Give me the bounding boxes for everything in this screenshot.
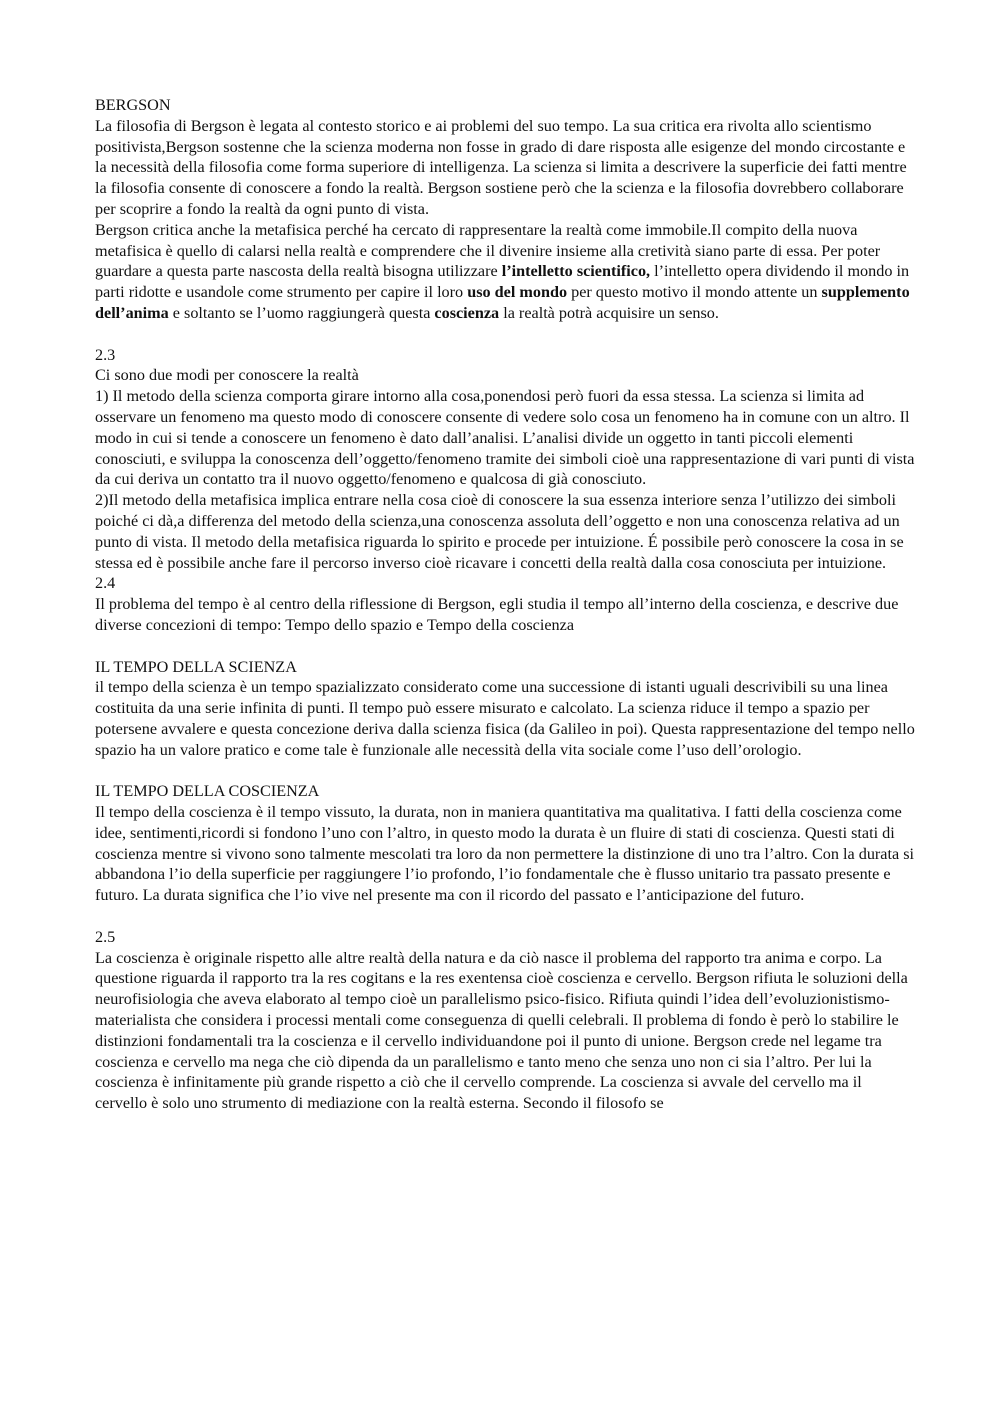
spacer (95, 636, 915, 657)
intro-paragraph-1: La filosofia di Bergson è legata al contesto storico e ai problemi del suo tempo. La sua critica era rivolta allo scientismo positivista,Bergson sostenne che la scienza moderna non fosse in grado di dare risposta alle esigenze del mondo circostante e la necessità della filosofia come forma superiore di intelligenza. La scienza si limita a descrivere la superficie dei fatti mentre la filosofia consente di conoscere a fondo la realtà. Bergson sostiene però che la scienza e la filosofia dovrebbero collaborare per scoprire a fondo la realtà da ogni punto di vista. (95, 116, 907, 218)
text-run: l’intelletto opera dividendo il mondo in parti ridotte e usandole come strumento per capire il loro (95, 262, 910, 302)
heading-tempo-scienza: IL TEMPO DELLA SCIENZA (95, 657, 297, 676)
text-run: Bergson critica anche la metafisica perché ha cercato di rappresentare la realtà come immobile.Il compito della nuova metafisica è quello di calarsi nella realtà e comprendere che il divenire insieme alla cretività siano parte di essa. Per poter guardare a questa parte nascosta della realtà bisogna utilizzare (95, 220, 881, 281)
text-run: e soltanto se l’uomo raggiungerà questa (168, 303, 435, 322)
section-2-3-paragraph-2: 2)Il metodo della metafisica implica entrare nella cosa cioè di conoscere la sua essenza interiore senza l’utilizzo dei simboli poiché ci dà,a differenza del metodo della scienza,una conoscenza assoluta dell’oggetto e non una conoscenza relativa ad un punto di vista. Il metodo della metafisica riguarda lo spirito e procede per intuizione. É possibile però conoscere la cosa in se stessa ed è possibile anche fare il percorso inverso cioè ricavare i concetti della realtà dalla cosa conosciuta per intuizione. (95, 491, 904, 572)
section-heading-2-3: 2.3 (95, 345, 116, 364)
bold-term-coscienza: coscienza (434, 303, 500, 322)
document-page (95, 95, 915, 1114)
bold-term-uso-del-mondo: uso del mondo (467, 283, 568, 302)
bold-term-intelletto: l’intelletto scientifico, (501, 262, 651, 281)
section-heading-2-5: 2.5 (95, 927, 116, 946)
heading-tempo-coscienza: IL TEMPO DELLA COSCIENZA (95, 782, 320, 801)
document-title: BERGSON (95, 96, 171, 114)
text-run: per questo motivo il mondo attente un (567, 283, 822, 302)
bold-term-supplemento: supplemento dell’anima (95, 283, 910, 322)
section-2-5-paragraph: La coscienza è originale rispetto alle altre realtà della natura e da ciò nasce il problema del rapporto tra anima e corpo. La questione riguarda il rapporto tra la res cogitans e la res exentensa cioè coscienza e cervello. Bergson rifiuta le soluzioni della neurofisiologia che aveva elaborato al tempo cioè un parallelismo psico-fisico. Rifiuta quindi l’idea dell’evoluzionistismo-materialista che considera i processi mentali come conseguenza di quelli celebrali. Il problema di fondo è però lo stabilire le distinzioni fondamentali tra la coscienza e il cervello individuandone poi il punto di unione. Bergson crede nel legame tra coscienza e cervello ma nega che ciò dipenda da un parallelismo e tanto meno che senza uno non ci sia l’altro. Per lui la coscienza è infinitamente più grande rispetto a ciò che il cervello comprende. La coscienza si avvale del cervello ma il cervello è solo uno strumento di mediazione con la realtà esterna. Secondo il filosofo se (95, 948, 908, 1113)
tempo-coscienza-paragraph: Il tempo della coscienza è il tempo vissuto, la durata, non in maniera quantitativa ma qualitativa. I fatti della coscienza come idee, sentimenti,ricordi si fondono l’uno con l’altro, in questo modo la durata è un fluire di stati di coscienza. Questi stati di coscienza mentre si vivono sono talmente mescolati tra loro da non permettere la distinzione di uno tra l’altro. Con la durata si abbandona l’io della superficie per raggiungere l’io profondo, l’io fondamentale che è flusso unitario tra passato presente e futuro. La durata significa che l’io vive nel presente ma con il ricordo del passato e l’anticipazione del futuro. (95, 803, 915, 905)
spacer (95, 324, 915, 345)
section-2-4-paragraph: Il problema del tempo è al centro della riflessione di Bergson, egli studia il tempo all’interno della coscienza, e descrive due diverse concezioni di tempo: Tempo dello spazio e Tempo della coscienza (95, 595, 899, 634)
section-2-3-paragraph-1: 1) Il metodo della scienza comporta girare intorno alla cosa,ponendosi però fuori da essa stessa. La scienza si limita ad osservare un fenomeno ma questo modo di conoscere consente di vedere solo cosa un fenomeno ha in comune con un altro. Il modo in cui si tende a conoscere un fenomeno è dato dall’analisi. L’analisi divide un oggetto in tanti piccoli elementi conosciuti, e sviluppa la conoscenza dell’oggetto/fenomeno tramite dei simboli cioè una rappresentazione di vari punti di vista da cui deriva un contatto tra il nuovo oggetto/fenomeno e qualcosa di già conosciuto. (95, 387, 915, 489)
tempo-scienza-paragraph: il tempo della scienza è un tempo spazializzato considerato come una successione di istanti uguali descrivibili su una linea costituita da una serie infinita di punti. Il tempo può essere misurato e calcolato. La scienza riduce il tempo a spazio per potersene avvalere e questa concezione deriva dalla scienza fisica (da Galileo in poi). Questa rappresentazione del tempo nello spazio ha un valore pratico e come tale è funzionale alle necessità della vita sociale come l’uso dell’orologio. (95, 678, 915, 759)
section-heading-2-4: 2.4 (95, 574, 116, 593)
intro-paragraph-2 (95, 220, 915, 324)
section-2-3-lead: Ci sono due modi per conoscere la realtà (95, 366, 359, 385)
text-run: la realtà potrà acquisire un senso. (499, 303, 719, 322)
spacer (95, 906, 915, 927)
spacer (95, 761, 915, 782)
